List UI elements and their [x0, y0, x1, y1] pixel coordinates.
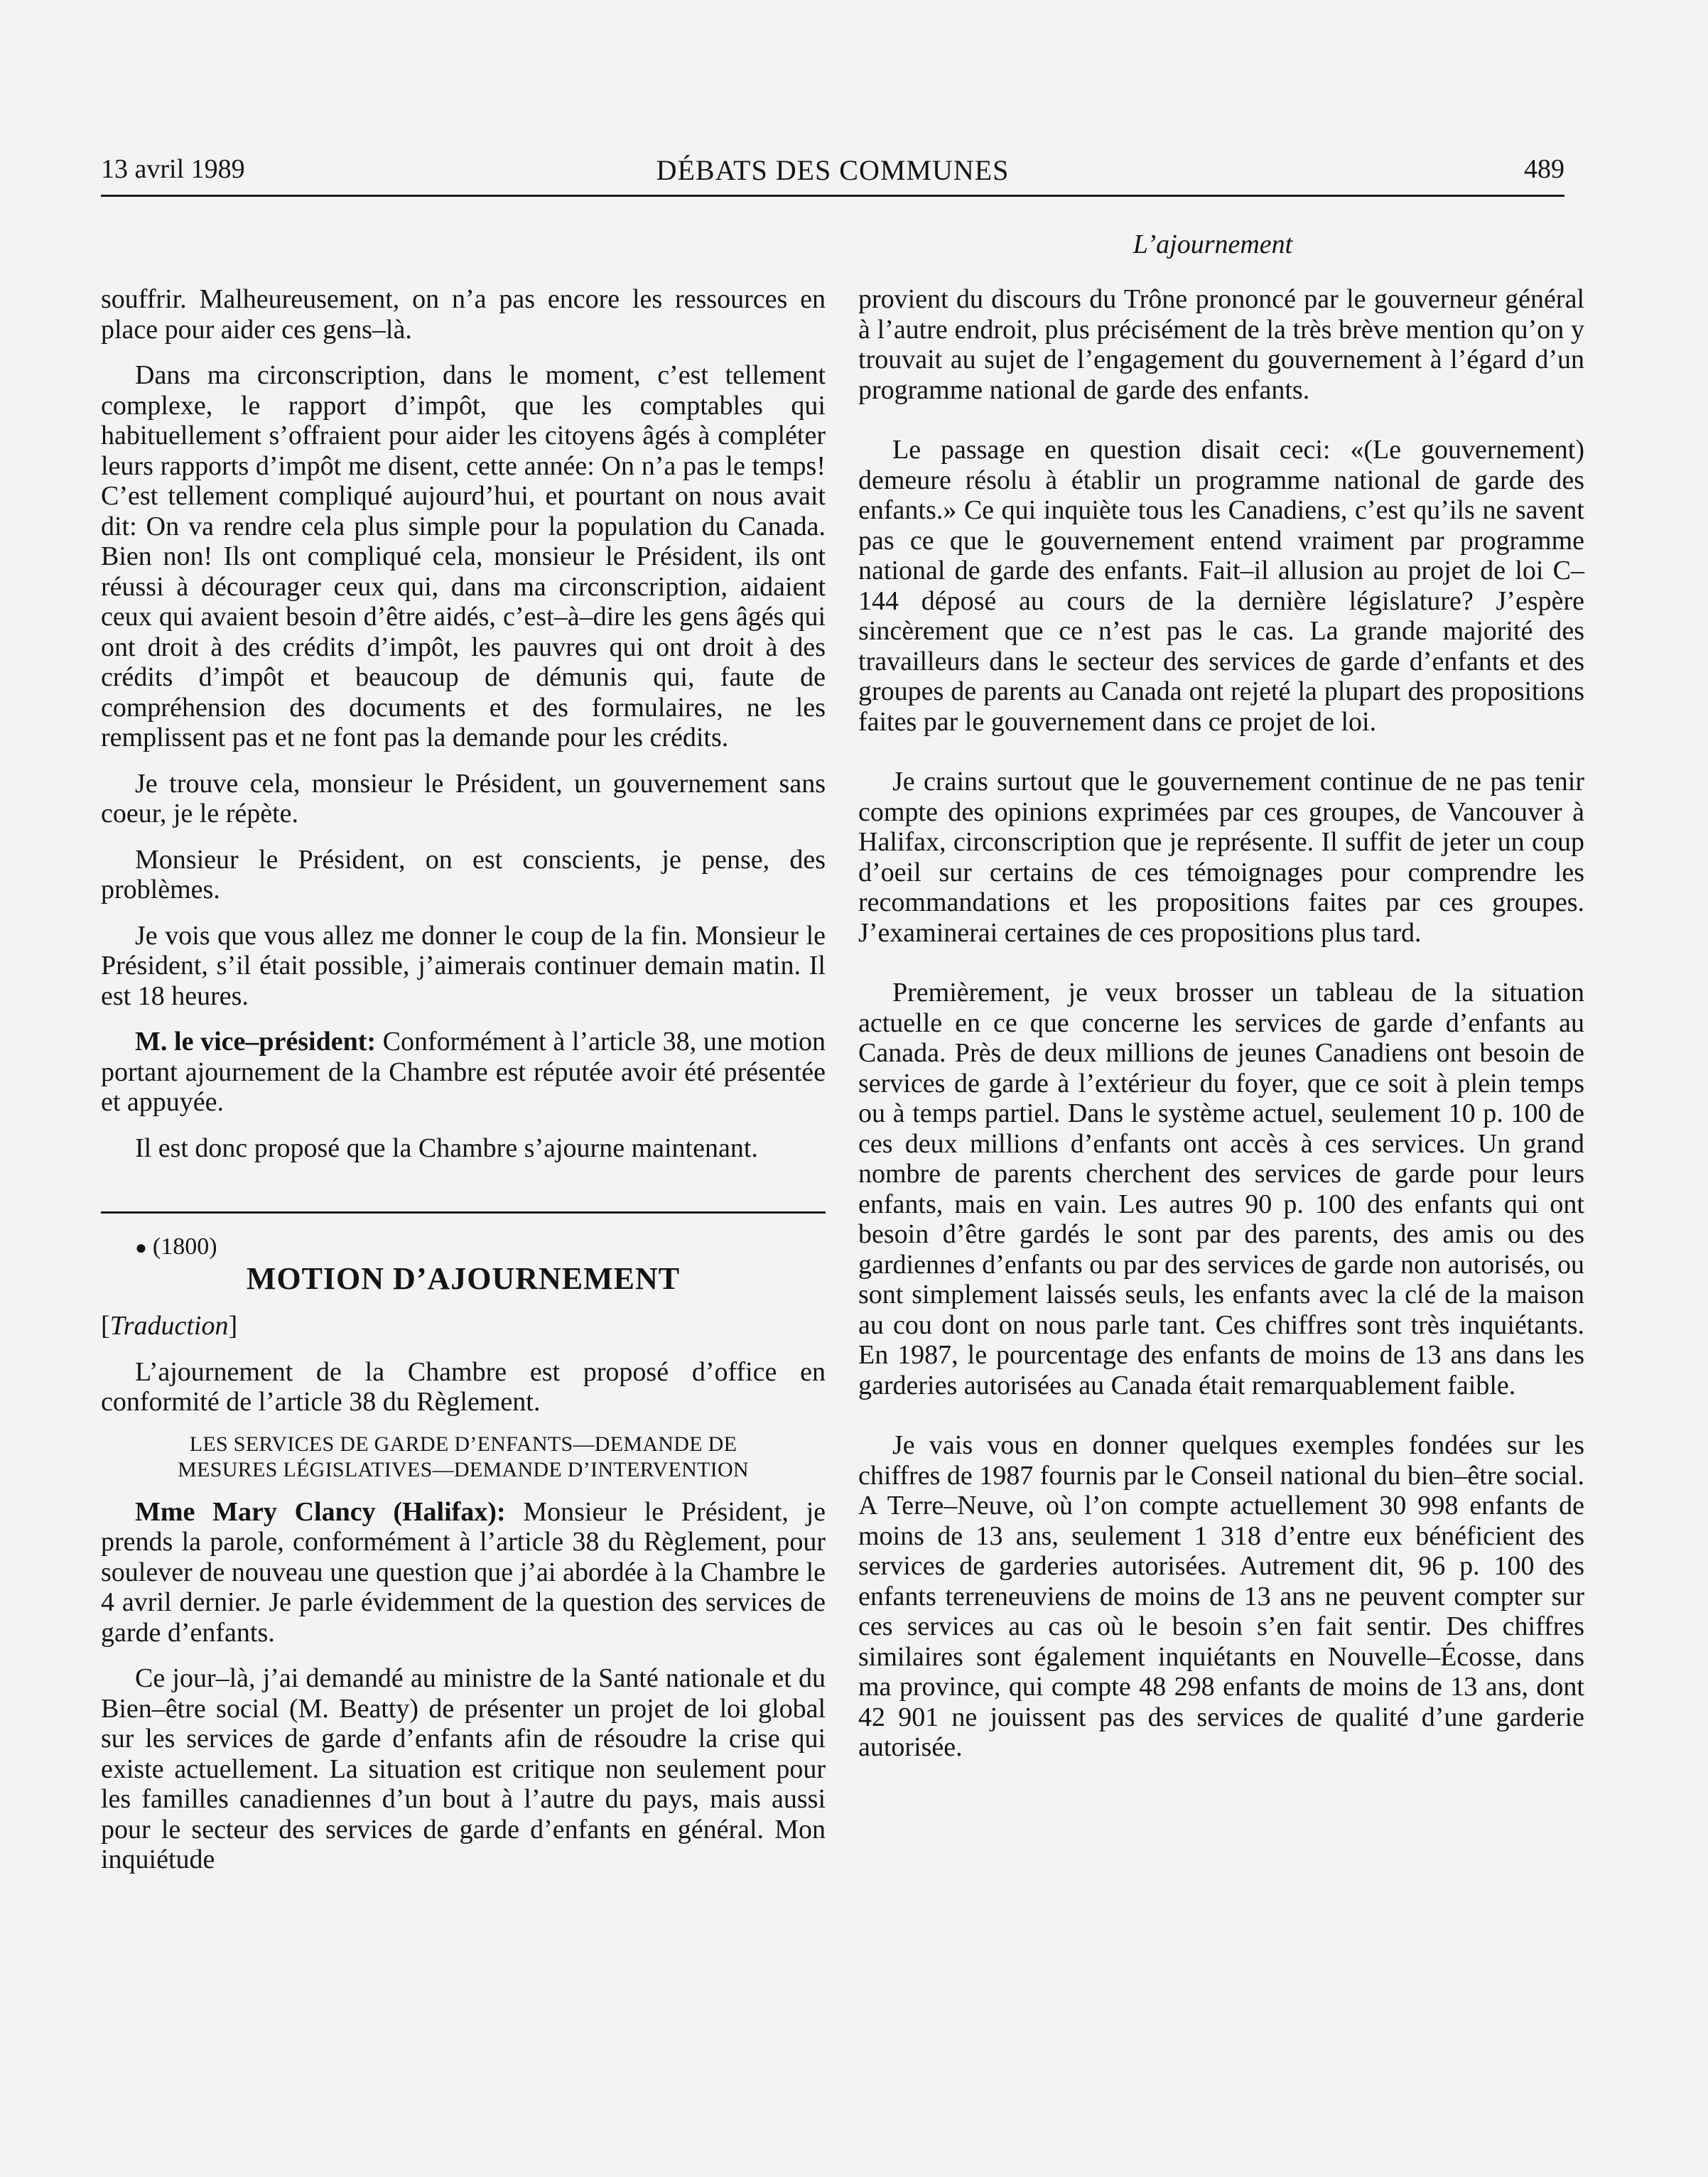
paragraph: L’ajournement de la Chambre est proposé d’office en conformité de l’article 38 du Règlement. — [101, 1356, 826, 1417]
speech-paragraph — [101, 1497, 826, 1648]
speech-text: Conformément à l’article 38, une motion portant ajournement de la Chambre est réputée avoir été présentée et appuyée. — [101, 1027, 826, 1117]
page-number: 489 — [1524, 154, 1564, 184]
speaker-name: Mme Mary Clancy (Halifax): — [135, 1496, 506, 1527]
paragraph: Je trouve cela, monsieur le Président, un gouvernement sans coeur, je le répète. — [101, 768, 826, 828]
paragraph: Je crains surtout que le gouvernement continue de ne pas tenir compte des opinions exprimées par ces groupes, de Vancouver à Halifax, circonscription que je représente. Il suffit de jeter un coup d’oeil sur certains de ces témoignages pour comprendre les recommandations et les propositions faites par ces groupes. J’examinerai certaines de ces propositions plus tard. — [858, 767, 1584, 948]
paragraph: Il est donc proposé que la Chambre s’ajourne maintenant. — [135, 1133, 758, 1163]
subheading-line: MESURES LÉGISLATIVES—DEMANDE D’INTERVENTION — [178, 1457, 749, 1481]
paragraph: Je vais vous en donner quelques exemples fondées sur les chiffres de 1987 fournis par le Conseil national du bien–être social. A Terre–Neuve, où l’on compte actuellement 30 998 enfants de moins de 13 ans, seulement 1 318 d’entre eux bénéficient des services de garderies autorisées. Autrement dit, 96 p. 100 des enfants terreneuviens de moins de 13 ans ne peuvent compter sur ces services au cas où le besoin s’en fait sentir. Des chiffres similaires sont également inquiétants en Nouvelle–Écosse, dans ma province, qui compte 48 298 enfants de moins de 13 ans, dont 42 901 ne jouissent pas des services de qualité d’une garderie autorisée. — [858, 1430, 1584, 1762]
left-column — [101, 284, 826, 1875]
paragraph: Dans ma circonscription, dans le moment, c’est tellement complexe, le rapport d’impôt, que les comptables qui habituellement s’offraient pour aider les citoyens âgés à compléter leurs rapports d’impôt me disent, cette année: On n’a pas le temps! C’est tellement compliqué aujourd’hui, et pourtant on nous avait dit: On va rendre cela plus simple pour la population du Canada. Bien non! Ils ont compliqué cela, monsieur le Président, ils ont réussi à décourager ceux qui, dans ma circonscription, aidaient ceux qui avaient besoin d’être aidés, c’est–à–dire les gens âgés qui ont droit à des crédits d’impôt, les pauvres qui ont droit à des crédits d’impôt et beaucoup de démunis qui, faute de compréhension des documents et des formulaires, ne les remplissent pas et ne font pas la demande pour les crédits. — [101, 360, 826, 752]
paragraph: Ce jour–là, j’ai demandé au ministre de la Santé nationale et du Bien–être social (M. Beatty) de présenter un projet de loi global sur les services de garde d’enfants afin de résoudre la crise qui existe actuellement. La situation est critique non seulement pour les familles canadiennes d’un bout à l’autre du pays, mais aussi pour le secteur des services de garde d’enfants en général. Mon inquiétude — [101, 1663, 826, 1874]
section-label: L’ajournement — [1133, 229, 1293, 259]
header-title: DÉBATS DES COMMUNES — [656, 154, 1010, 186]
paragraph: souffrir. Malheureusement, on n’a pas encore les ressources en place pour aider ces gens–là. — [101, 284, 826, 345]
paragraph: Premièrement, je veux brosser un tableau de la situation actuelle en ce que concerne les services de garde d’enfants au Canada. Près de deux millions de jeunes Canadiens ont besoin de services de garde à l’extérieur du foyer, que ce soit à plein temps ou à temps partiel. Dans le système actuel, seulement 10 p. 100 de ces deux millions d’enfants ont accès à ces services. Un grand nombre de parents cherchent des services de garde pour leurs enfants, mais en vain. Les autres 90 p. 100 des enfants qui ont besoin d’être gardés le sont par des parents, des amis ou des gardiennes d’enfants ou par des services de garde non autorisés, ou sont simplement laissés seuls, les enfants avec la clé de la maison au cou dont on nous parle tant. Ces chiffres sont très inquiétants. En 1987, le pourcentage des enfants de moins de 13 ans dans les garderies autorisées au Canada était remarquablement faible. — [858, 978, 1584, 1400]
speaker-name: M. le vice–président: — [135, 1027, 377, 1057]
motion-heading: MOTION D’AJOURNEMENT — [246, 1260, 681, 1296]
header-rule — [101, 195, 1564, 197]
section-divider — [101, 1211, 826, 1214]
paragraph: Le passage en question disait ceci: «(Le gouvernement) demeure résolu à établir un programme national de garde des enfants.» Ce qui inquiète tous les Canadiens, c’est qu’ils ne savent pas ce que le gouvernement entend vraiment par programme national de garde des enfants. Fait–il allusion au projet de loi C–144 déposé au cours de la dernière législature? J’espère sincèrement que ce n’est pas le cas. La grande majorité des travailleurs dans le secteur des services de garde d’enfants et des groupes de parents au Canada ont rejeté la plupart des propositions faites par le gouvernement dans ce projet de loi. — [858, 435, 1584, 737]
subheading-line: LES SERVICES DE GARDE D’ENFANTS—DEMANDE DE — [189, 1432, 737, 1456]
speech-text: Monsieur le Président, je prends la parole, conformément à l’article 38 du Règlement, pour soulever de nouveau une question que j’ai abordée à la Chambre le 4 avril dernier. Je parle évidemment de la question des services de garde d’enfants. — [101, 1496, 826, 1648]
paragraph: Je vois que vous allez me donner le coup de la fin. Monsieur le Président, s’il était possible, j’aimerais continuer demain matin. Il est 18 heures. — [101, 920, 826, 1011]
paragraph: provient du discours du Trône prononcé par le gouverneur général à l’autre endroit, plus précisément de la très brève mention qu’on y trouvait au sujet de l’engagement du gouvernement à l’égard d’un programme national de garde des enfants. — [858, 284, 1584, 405]
paragraph: Monsieur le Président, on est conscients, je pense, des problèmes. — [101, 844, 826, 904]
header-date: 13 avril 1989 — [101, 154, 245, 184]
running-header — [101, 153, 1564, 196]
speech-paragraph — [101, 1027, 826, 1118]
translation-word: Traduction — [109, 1311, 229, 1341]
timestamp-text: (1800) — [152, 1233, 217, 1260]
debate-subheading — [101, 1432, 826, 1483]
timestamp — [101, 1232, 826, 1264]
right-column — [858, 284, 1584, 1763]
translation-note: [Traduction] — [101, 1311, 238, 1341]
bullet-icon: ● — [135, 1237, 147, 1259]
